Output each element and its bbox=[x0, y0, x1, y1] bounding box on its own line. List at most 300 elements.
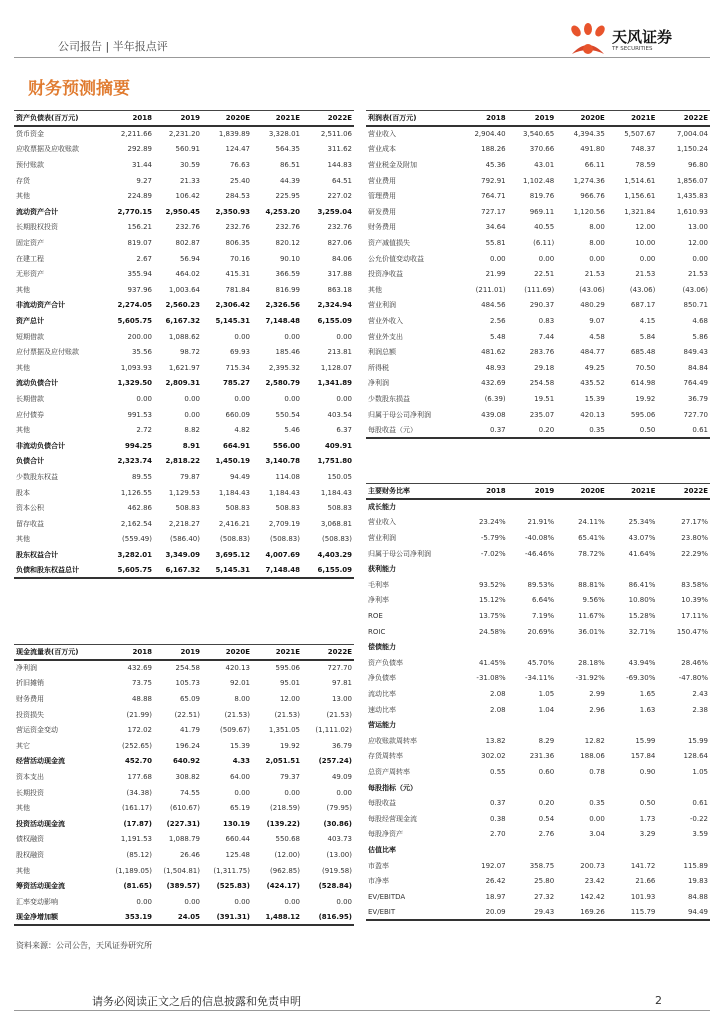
cell-value bbox=[508, 499, 557, 515]
cell-value: 3,259.04 bbox=[317, 207, 352, 216]
cell-value: 2.43 bbox=[692, 690, 708, 699]
column-header: 现金流量表(百万元) bbox=[14, 645, 106, 661]
column-header: 2020E bbox=[202, 111, 252, 127]
cell-value: 231.36 bbox=[529, 752, 555, 761]
cell-value: -7.02% bbox=[480, 549, 506, 558]
cell-value: 0.00 bbox=[490, 254, 506, 263]
cell-value: 1.63 bbox=[639, 705, 656, 714]
cell-value: 508.83 bbox=[327, 504, 352, 513]
column-header: 2018 bbox=[106, 645, 154, 661]
cell-value: 358.75 bbox=[529, 861, 555, 870]
cell-value: 95.01 bbox=[279, 679, 300, 688]
row-label: 营业收入 bbox=[368, 130, 396, 139]
table-row bbox=[14, 469, 354, 485]
logo-subtext: TF SECURITIES bbox=[612, 46, 653, 52]
table-row bbox=[14, 863, 354, 879]
cell-value: 0.20 bbox=[538, 799, 555, 808]
cell-value: 5,605.75 bbox=[106, 563, 154, 579]
cell-value: 481.62 bbox=[481, 348, 506, 357]
cell-value: 2,051.51 bbox=[265, 757, 300, 766]
row-label: 其他 bbox=[16, 192, 30, 201]
table-header-row bbox=[366, 484, 710, 500]
cell-value: 21.53 bbox=[687, 270, 708, 279]
table-row bbox=[366, 889, 710, 905]
table-row bbox=[14, 785, 354, 801]
cell-value: 2,580.79 bbox=[265, 379, 300, 388]
cell-value: 26.42 bbox=[485, 877, 506, 886]
column-header: 2021E bbox=[252, 645, 302, 661]
row-label: 存货周转率 bbox=[368, 752, 403, 761]
cell-value: 819.76 bbox=[529, 192, 555, 201]
row-label: 归属于母公司净利润 bbox=[368, 549, 431, 558]
cell-value: 0.00 bbox=[538, 254, 555, 263]
table-row bbox=[14, 563, 354, 579]
cell-value: 19.51 bbox=[534, 394, 555, 403]
row-label: 归属于母公司净利润 bbox=[368, 410, 431, 419]
cell-value: 128.64 bbox=[683, 752, 708, 761]
cell-value: 17.11% bbox=[681, 612, 708, 621]
table-row bbox=[366, 376, 710, 392]
row-label: 其他 bbox=[16, 426, 30, 435]
cell-value: 200.00 bbox=[127, 332, 152, 341]
cell-value: 24.05 bbox=[154, 910, 202, 926]
cell-value: 188.26 bbox=[481, 145, 506, 154]
cell-value: 79.87 bbox=[179, 472, 200, 481]
cell-value bbox=[459, 780, 508, 796]
cell-value: -47.80% bbox=[678, 674, 708, 683]
row-label: 净利润 bbox=[16, 664, 37, 673]
row-label: 营业收入 bbox=[368, 518, 396, 527]
cell-value: 3,349.09 bbox=[165, 550, 200, 559]
cell-value: 9.56% bbox=[582, 596, 605, 605]
cell-value: 4.82 bbox=[234, 426, 250, 435]
table-row bbox=[366, 499, 710, 515]
table-row bbox=[366, 639, 710, 655]
cell-value: 284.53 bbox=[225, 192, 250, 201]
table-row bbox=[366, 795, 710, 811]
cell-value: 232.76 bbox=[175, 223, 200, 232]
report-header: 公司报告 | 半年报点评 bbox=[58, 40, 168, 53]
cell-value: (391.31) bbox=[202, 910, 252, 926]
company-logo bbox=[568, 22, 718, 62]
cell-value: 49.25 bbox=[584, 363, 605, 372]
table-row bbox=[366, 827, 710, 843]
table-row bbox=[14, 738, 354, 754]
table-row bbox=[14, 707, 354, 723]
table-header-row bbox=[14, 111, 354, 127]
cell-value: 283.76 bbox=[529, 348, 555, 357]
cell-value: 0.00 bbox=[234, 332, 250, 341]
cell-value: (21.53) bbox=[224, 710, 250, 719]
cell-value bbox=[607, 717, 658, 733]
cell-value: 115.89 bbox=[683, 861, 708, 870]
table-row bbox=[366, 142, 710, 158]
cell-value: 12.00 bbox=[687, 239, 708, 248]
table-row bbox=[366, 220, 710, 236]
cell-value: 19.83 bbox=[687, 877, 708, 886]
cell-value: 0.00 bbox=[639, 254, 656, 263]
cell-value: 0.54 bbox=[538, 814, 555, 823]
row-label: 营运能力 bbox=[368, 721, 396, 730]
table-row bbox=[366, 173, 710, 189]
cell-value: (81.65) bbox=[123, 882, 152, 891]
cell-value: 664.91 bbox=[222, 441, 250, 450]
row-label: 研发费用 bbox=[368, 207, 396, 216]
row-label: 其他 bbox=[16, 866, 30, 875]
row-label: 管理费用 bbox=[368, 192, 396, 201]
cell-value: 464.02 bbox=[175, 270, 200, 279]
column-header: 2018 bbox=[106, 111, 154, 127]
cell-value: 420.13 bbox=[225, 664, 250, 673]
cell-value: 124.47 bbox=[225, 145, 250, 154]
row-label: 折旧摊销 bbox=[16, 679, 44, 688]
cell-value: 84.84 bbox=[687, 363, 708, 372]
cell-value: 595.06 bbox=[275, 664, 300, 673]
row-label: 营业费用 bbox=[368, 176, 396, 185]
cell-value bbox=[508, 842, 557, 858]
row-label: 留存收益 bbox=[16, 519, 44, 528]
table-row bbox=[366, 546, 710, 562]
cell-value: 3.29 bbox=[639, 830, 656, 839]
row-label: 筹资活动现金流 bbox=[16, 882, 65, 891]
table-row bbox=[14, 360, 354, 376]
cell-value: (6.39) bbox=[484, 394, 506, 403]
cell-value: 484.56 bbox=[481, 301, 506, 310]
row-label: 现金净增加额 bbox=[14, 910, 106, 926]
cell-value: 991.53 bbox=[127, 410, 152, 419]
row-label: 其它 bbox=[16, 741, 30, 750]
row-label: 营运资金变动 bbox=[16, 726, 58, 735]
row-label: 长期借款 bbox=[16, 394, 44, 403]
cell-value bbox=[607, 499, 658, 515]
cell-value: 10.00 bbox=[635, 239, 656, 248]
row-label: 长期投资 bbox=[16, 788, 44, 797]
cell-value: 10.39% bbox=[681, 596, 708, 605]
cell-value: 3.04 bbox=[589, 830, 605, 839]
cell-value: 863.18 bbox=[327, 285, 352, 294]
cell-value: 0.00 bbox=[136, 394, 152, 403]
cell-value: 157.84 bbox=[630, 752, 656, 761]
table-row bbox=[366, 235, 710, 251]
cell-value: 36.01% bbox=[578, 627, 605, 636]
cell-value: 452.70 bbox=[124, 757, 152, 766]
row-label: 流动负债合计 bbox=[16, 379, 58, 388]
cell-value: 88.81% bbox=[578, 580, 605, 589]
cell-value: 0.61 bbox=[657, 422, 710, 438]
cell-value: 78.59 bbox=[635, 161, 656, 170]
row-label: 股本 bbox=[16, 488, 30, 497]
table-row bbox=[14, 298, 354, 314]
cell-value bbox=[508, 780, 557, 796]
cell-value: 1,184.43 bbox=[218, 488, 250, 497]
cell-value: 13.00 bbox=[331, 695, 352, 704]
cell-value: 15.12% bbox=[478, 596, 506, 605]
cell-value: 715.34 bbox=[225, 363, 250, 372]
cell-value: 1,435.83 bbox=[676, 192, 708, 201]
cell-value: 43.07% bbox=[628, 534, 656, 543]
cell-value: 491.80 bbox=[580, 145, 605, 154]
cell-value: 937.96 bbox=[127, 285, 152, 294]
cell-value: 7,148.48 bbox=[265, 317, 300, 326]
cell-value: 90.10 bbox=[279, 254, 300, 263]
cell-value: 1,126.55 bbox=[120, 488, 152, 497]
table-row bbox=[366, 561, 710, 577]
cell-value: 1,156.61 bbox=[624, 192, 656, 201]
cell-value: 0.38 bbox=[490, 814, 506, 823]
cell-value: 8.82 bbox=[184, 426, 200, 435]
cell-value: (161.17) bbox=[122, 804, 152, 813]
cell-value: 2,326.56 bbox=[265, 301, 300, 310]
cell-value: 8.00 bbox=[234, 695, 250, 704]
cell-value: 36.79 bbox=[687, 394, 708, 403]
cell-value: (559.49) bbox=[122, 535, 152, 544]
cell-value bbox=[607, 561, 658, 577]
table-row bbox=[366, 593, 710, 609]
cell-value: 30.59 bbox=[179, 161, 200, 170]
cell-value: 2,511.06 bbox=[320, 130, 352, 139]
cell-value: 302.02 bbox=[481, 752, 506, 761]
cell-value: 5,145.31 bbox=[215, 317, 250, 326]
table-row bbox=[14, 188, 354, 204]
row-label: 财务费用 bbox=[16, 695, 44, 704]
cell-value: (252.65) bbox=[122, 741, 152, 750]
cell-value: 144.83 bbox=[327, 161, 352, 170]
column-header: 主要财务比率 bbox=[366, 484, 459, 500]
table-row bbox=[14, 800, 354, 816]
cell-value: (1,111.02) bbox=[315, 726, 352, 735]
cell-value: 0.37 bbox=[490, 799, 506, 808]
row-label: 货币资金 bbox=[16, 130, 44, 139]
cell-value: 89.53% bbox=[527, 580, 555, 589]
cell-value: (1,504.81) bbox=[163, 866, 200, 875]
table-row bbox=[14, 832, 354, 848]
cell-value: 819.07 bbox=[127, 239, 152, 248]
table-row bbox=[366, 717, 710, 733]
cell-value: 65.09 bbox=[179, 695, 200, 704]
cell-value: 11.67% bbox=[578, 612, 605, 621]
cell-value: 2,324.94 bbox=[317, 301, 352, 310]
table-row bbox=[366, 873, 710, 889]
cell-value: 4,253.20 bbox=[265, 207, 300, 216]
table-header-row bbox=[366, 111, 710, 127]
table-row bbox=[366, 749, 710, 765]
table-row bbox=[14, 454, 354, 470]
row-label: 净利率 bbox=[368, 596, 389, 605]
table-row bbox=[366, 905, 710, 921]
cell-value: 1,093.93 bbox=[120, 363, 152, 372]
cell-value: 25.40 bbox=[229, 176, 250, 185]
cell-value: 7.44 bbox=[538, 332, 555, 341]
cell-value: 18.97 bbox=[485, 892, 506, 901]
cell-value: 660.09 bbox=[225, 410, 250, 419]
cell-value: 73.75 bbox=[131, 679, 152, 688]
cell-value: 1,088.62 bbox=[168, 332, 200, 341]
cell-value: 156.21 bbox=[127, 223, 152, 232]
cell-value: 96.80 bbox=[687, 161, 708, 170]
table-row bbox=[14, 220, 354, 236]
table-row bbox=[14, 173, 354, 189]
row-label: 利润总额 bbox=[368, 348, 396, 357]
cell-value bbox=[508, 639, 557, 655]
cell-value: 15.99 bbox=[687, 736, 708, 745]
table-row bbox=[366, 655, 710, 671]
cell-value: 802.87 bbox=[175, 239, 200, 248]
row-label: 少数股东损益 bbox=[368, 394, 410, 403]
cell-value bbox=[607, 780, 658, 796]
cell-value: 0.00 bbox=[336, 332, 352, 341]
cell-value bbox=[607, 842, 658, 858]
table-row bbox=[366, 313, 710, 329]
cell-value: 76.63 bbox=[229, 161, 250, 170]
cell-value: 101.93 bbox=[630, 892, 656, 901]
cell-value: 403.54 bbox=[327, 410, 352, 419]
table-row bbox=[14, 282, 354, 298]
cell-value: 2,218.27 bbox=[168, 519, 200, 528]
cell-value: 1,120.56 bbox=[573, 207, 605, 216]
cell-value: 1,329.50 bbox=[117, 379, 152, 388]
cell-value: 10.80% bbox=[628, 596, 656, 605]
cell-value: 4.33 bbox=[232, 757, 250, 766]
row-label: 资本公积 bbox=[16, 504, 44, 513]
cell-value bbox=[556, 561, 607, 577]
cell-value: 2.56 bbox=[490, 317, 506, 326]
cell-value: 1,321.84 bbox=[624, 207, 656, 216]
cell-value: 3,068.81 bbox=[320, 519, 352, 528]
table-row bbox=[14, 204, 354, 220]
cell-value: 6,155.09 bbox=[317, 317, 352, 326]
cell-value: 1,184.43 bbox=[268, 488, 300, 497]
cell-value: 8.00 bbox=[589, 239, 605, 248]
row-label: 其他 bbox=[16, 535, 30, 544]
cell-value: 1,751.80 bbox=[317, 457, 352, 466]
cell-value: 27.17% bbox=[681, 518, 708, 527]
cell-value: 130.19 bbox=[222, 819, 250, 828]
cell-value: (610.67) bbox=[170, 804, 200, 813]
cell-value: 3,328.01 bbox=[268, 130, 300, 139]
table-row bbox=[14, 344, 354, 360]
cell-value: 564.35 bbox=[275, 145, 300, 154]
cell-value: (257.24) bbox=[318, 757, 352, 766]
cell-value: 79.37 bbox=[279, 773, 300, 782]
cell-value: (508.83) bbox=[270, 535, 300, 544]
cell-value: 13.00 bbox=[687, 223, 708, 232]
cell-value: 2.96 bbox=[589, 705, 605, 714]
cell-value: 6,155.09 bbox=[302, 563, 354, 579]
cell-value: 0.20 bbox=[508, 422, 557, 438]
cell-value: 74.55 bbox=[179, 788, 200, 797]
cell-value: 24.11% bbox=[578, 518, 605, 527]
cell-value: (528.84) bbox=[318, 882, 352, 891]
cell-value: 850.71 bbox=[683, 301, 708, 310]
row-label: 资产减值损失 bbox=[368, 239, 410, 248]
table-row bbox=[366, 811, 710, 827]
cell-value: 188.06 bbox=[580, 752, 605, 761]
cell-value: 94.49 bbox=[657, 905, 710, 921]
column-header: 2022E bbox=[302, 645, 354, 661]
cell-value: 25.80 bbox=[534, 877, 555, 886]
column-header: 2021E bbox=[252, 111, 302, 127]
cell-value: 84.06 bbox=[331, 254, 352, 263]
cell-value bbox=[508, 717, 557, 733]
cell-value: 311.62 bbox=[327, 145, 352, 154]
cell-value: 142.42 bbox=[580, 892, 605, 901]
row-label: 成长能力 bbox=[368, 503, 396, 512]
cell-value: 0.61 bbox=[692, 799, 708, 808]
cell-value: 45.70% bbox=[527, 658, 555, 667]
table-row bbox=[366, 515, 710, 531]
page-number: 2 bbox=[655, 994, 662, 1007]
cell-value: 0.55 bbox=[490, 767, 506, 776]
cell-value: 764.49 bbox=[683, 379, 708, 388]
table-row bbox=[366, 624, 710, 640]
column-header: 2022E bbox=[302, 111, 354, 127]
cell-value: 24.58% bbox=[478, 627, 506, 636]
cell-value: 966.76 bbox=[580, 192, 605, 201]
row-label: 股东权益合计 bbox=[16, 550, 58, 559]
cell-value: 2.72 bbox=[136, 426, 152, 435]
cell-value: 435.52 bbox=[580, 379, 605, 388]
cell-value bbox=[657, 561, 710, 577]
table-row bbox=[366, 733, 710, 749]
cell-value: (1,311.75) bbox=[213, 866, 250, 875]
cell-value: 8.91 bbox=[182, 441, 200, 450]
table-row bbox=[14, 691, 354, 707]
cell-value bbox=[556, 842, 607, 858]
row-label: 资产总计 bbox=[16, 317, 44, 326]
cell-value: -5.79% bbox=[480, 534, 506, 543]
cell-value: 827.06 bbox=[327, 239, 352, 248]
row-label: 其他 bbox=[16, 285, 30, 294]
cell-value: (525.83) bbox=[216, 882, 250, 891]
cell-value: 420.13 bbox=[580, 410, 605, 419]
table-row bbox=[366, 702, 710, 718]
cell-value: 1,102.48 bbox=[523, 176, 555, 185]
cell-value: 785.27 bbox=[222, 379, 250, 388]
cell-value: (22.51) bbox=[174, 710, 200, 719]
cell-value: (30.86) bbox=[323, 819, 352, 828]
cell-value: 9.07 bbox=[589, 317, 605, 326]
row-label: 投资活动现金流 bbox=[16, 819, 65, 828]
cell-value: 2,818.22 bbox=[165, 457, 200, 466]
cell-value: 2.08 bbox=[490, 705, 506, 714]
cell-value: (17.87) bbox=[123, 819, 152, 828]
row-label: 每股收益 bbox=[368, 799, 396, 808]
row-label: 公允价值变动收益 bbox=[368, 254, 424, 263]
cell-value: 2,770.15 bbox=[117, 207, 152, 216]
table-row bbox=[14, 313, 354, 329]
cell-value: 4,403.29 bbox=[317, 550, 352, 559]
cell-value: 432.69 bbox=[481, 379, 506, 388]
cell-value: 70.50 bbox=[635, 363, 656, 372]
cell-value: 98.72 bbox=[179, 348, 200, 357]
cell-value: 4.68 bbox=[692, 317, 708, 326]
row-label: 股权融资 bbox=[16, 851, 44, 860]
cell-value: 550.68 bbox=[275, 835, 300, 844]
cell-value: 70.16 bbox=[229, 254, 250, 263]
cell-value: 5.48 bbox=[490, 332, 506, 341]
cash-flow-table bbox=[14, 644, 354, 926]
cell-value: 196.24 bbox=[175, 741, 200, 750]
row-label: 资产负债率 bbox=[368, 658, 403, 667]
cell-value: 0.00 bbox=[184, 410, 200, 419]
column-header: 2022E bbox=[657, 111, 710, 127]
cell-value: 177.68 bbox=[127, 773, 152, 782]
cell-value: 2,416.21 bbox=[218, 519, 250, 528]
row-label: 毛利率 bbox=[368, 580, 389, 589]
cell-value bbox=[556, 639, 607, 655]
cell-value: 20.69% bbox=[527, 627, 555, 636]
cell-value: 560.91 bbox=[175, 145, 200, 154]
